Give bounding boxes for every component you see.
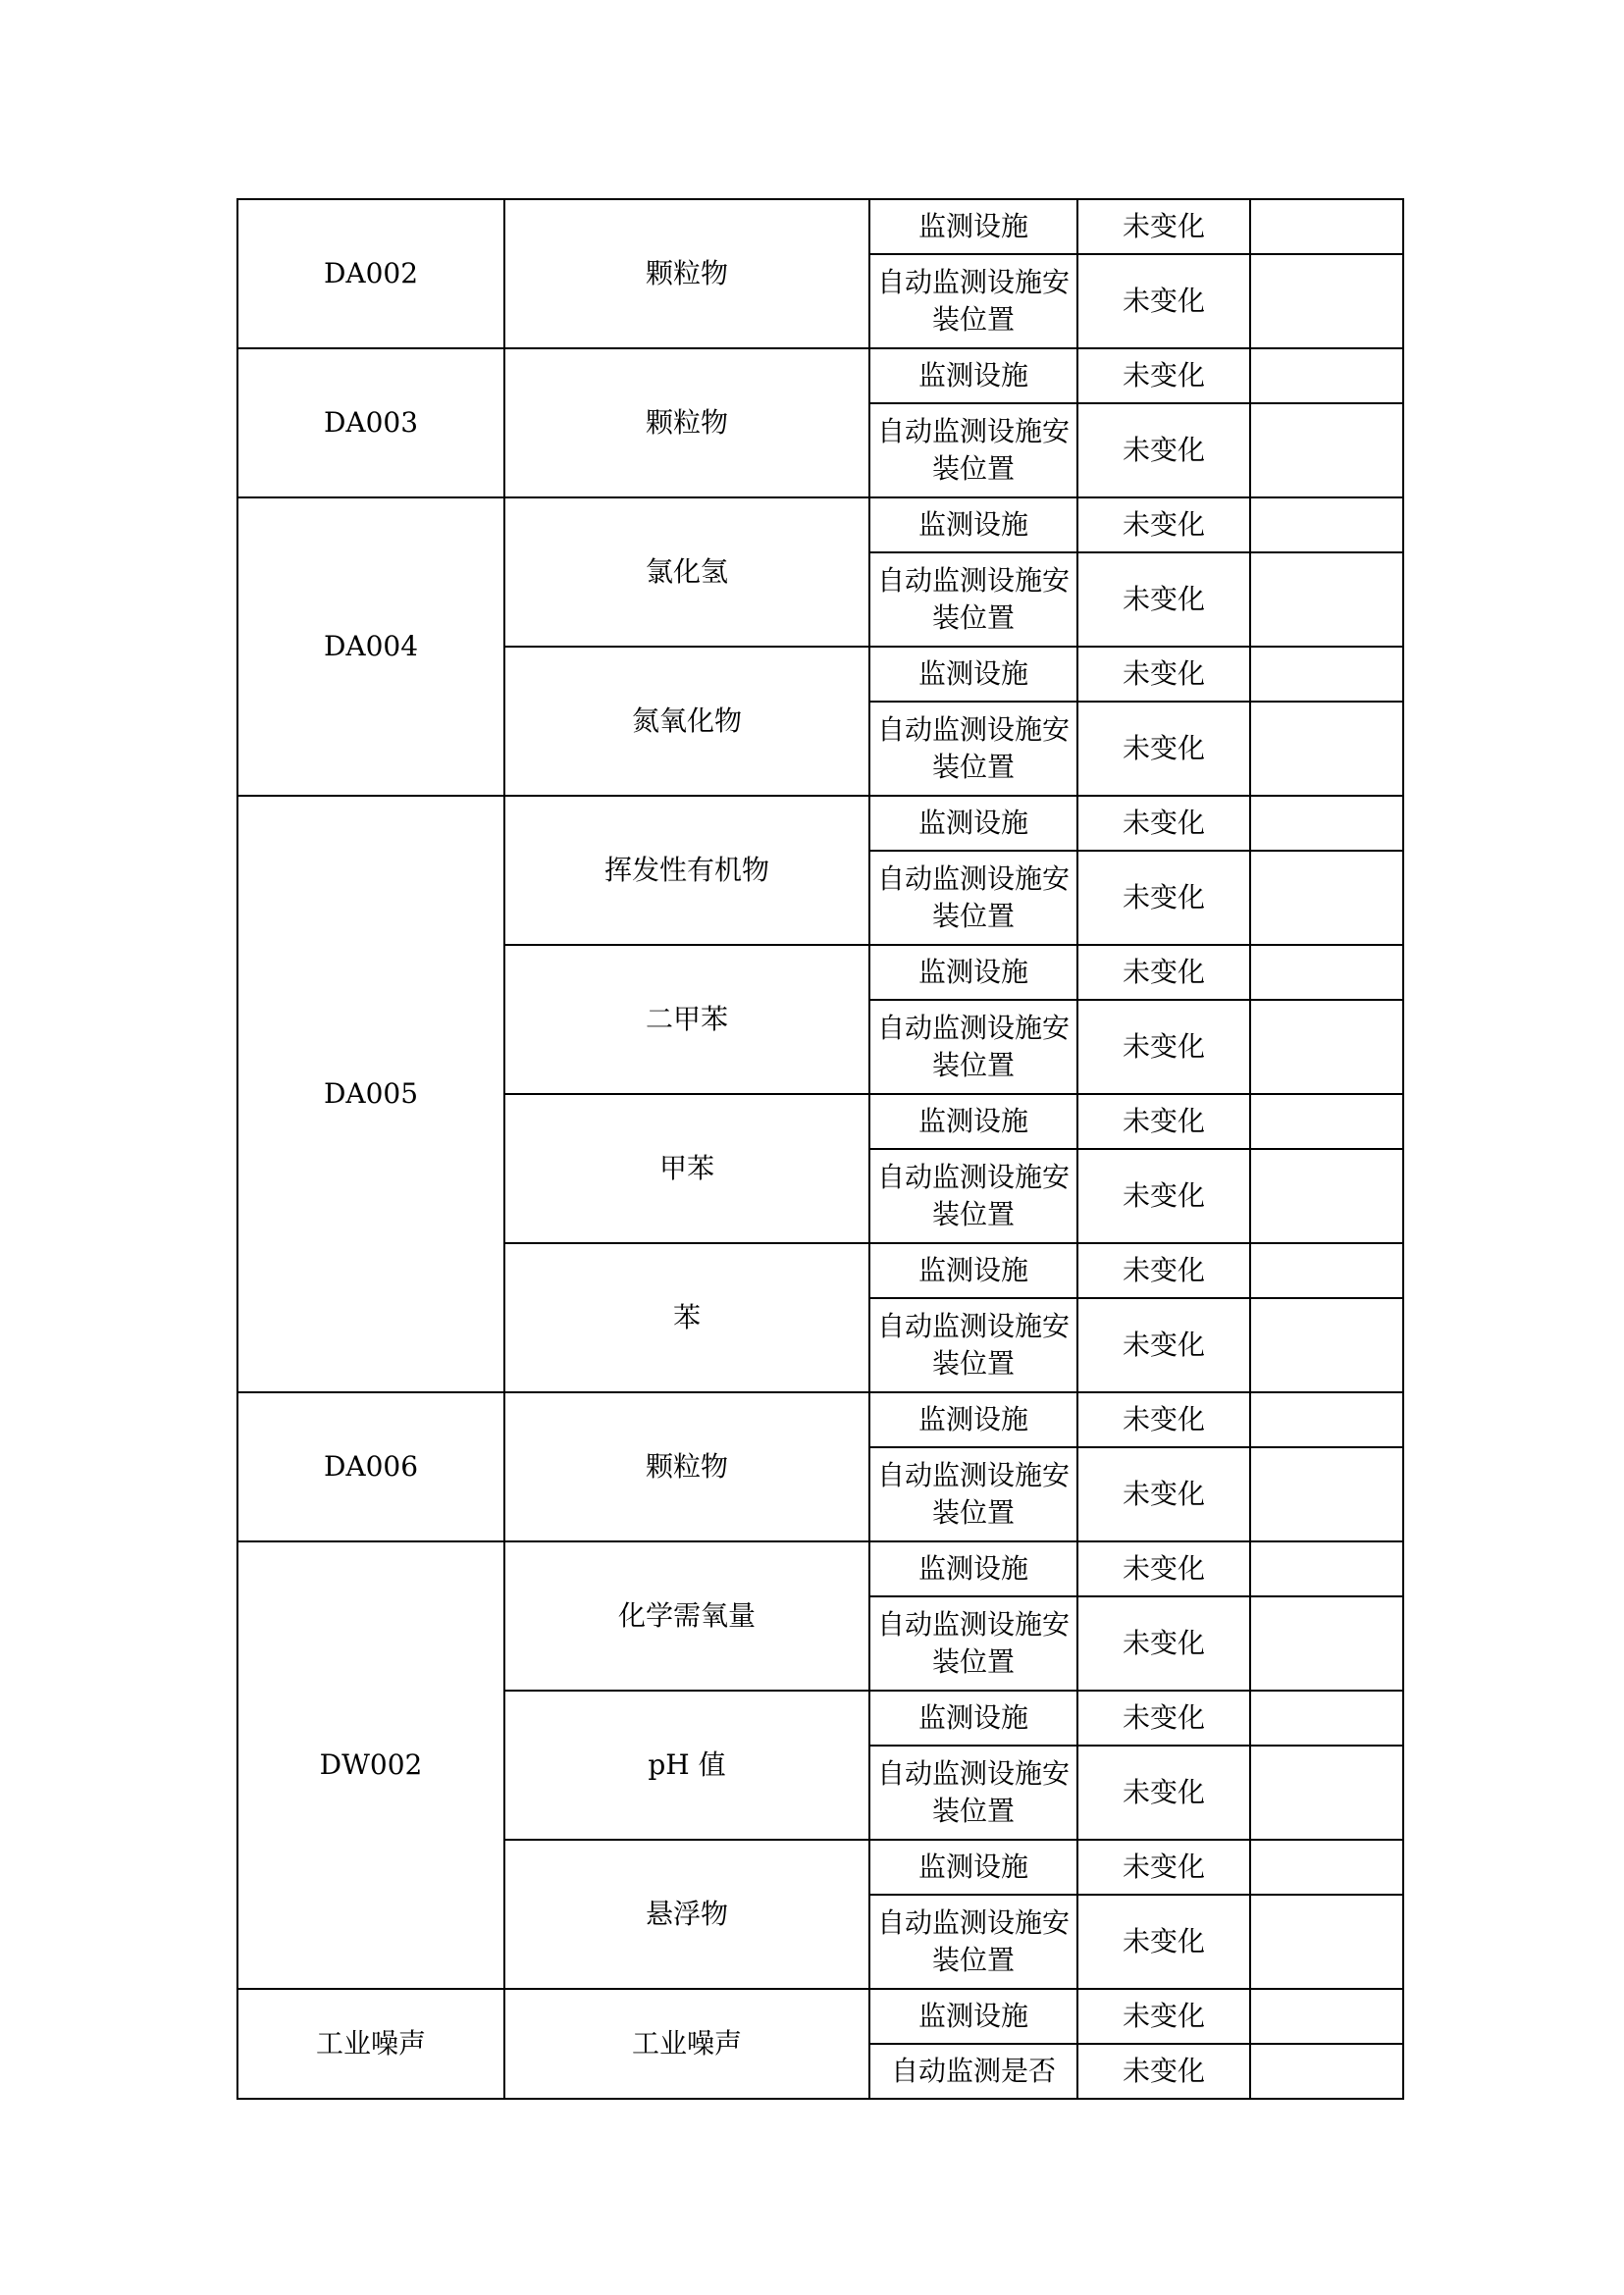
status-cell: 未变化 [1077, 1541, 1250, 1596]
note-cell [1250, 1149, 1403, 1243]
status-cell: 未变化 [1077, 1243, 1250, 1298]
monitoring-item-cell: 监测设施 [869, 1989, 1077, 2044]
outlet-cell: DA005 [237, 796, 504, 1392]
pollutant-cell: 氯化氢 [504, 497, 869, 647]
status-cell: 未变化 [1077, 1840, 1250, 1895]
outlet-cell: DA004 [237, 497, 504, 796]
table-row [237, 796, 1403, 851]
note-cell [1250, 1989, 1403, 2044]
status-cell: 未变化 [1077, 1000, 1250, 1094]
note-cell [1250, 403, 1403, 497]
pollutant-cell: 工业噪声 [504, 1989, 869, 2099]
status-cell: 未变化 [1077, 2044, 1250, 2099]
monitoring-item-cell: 自动监测设施安装位置 [869, 1596, 1077, 1691]
table-row [237, 1392, 1403, 1447]
monitoring-item-cell: 监测设施 [869, 199, 1077, 254]
monitoring-item-cell: 监测设施 [869, 348, 1077, 403]
outlet-cell: 工业噪声 [237, 1989, 504, 2099]
status-cell: 未变化 [1077, 851, 1250, 945]
monitoring-item-cell: 自动监测设施安装位置 [869, 1149, 1077, 1243]
status-cell: 未变化 [1077, 796, 1250, 851]
monitoring-item-cell: 自动监测是否 [869, 2044, 1077, 2099]
table-row [237, 1989, 1403, 2044]
pollutant-cell: 化学需氧量 [504, 1541, 869, 1691]
note-cell [1250, 348, 1403, 403]
note-cell [1250, 254, 1403, 348]
status-cell: 未变化 [1077, 1596, 1250, 1691]
pollutant-cell: 二甲苯 [504, 945, 869, 1094]
note-cell [1250, 1447, 1403, 1541]
monitoring-item-cell: 监测设施 [869, 796, 1077, 851]
pollutant-cell: 颗粒物 [504, 1392, 869, 1541]
pollutant-cell: 氮氧化物 [504, 647, 869, 796]
outlet-cell: DW002 [237, 1541, 504, 1989]
monitoring-facility-table [236, 198, 1404, 2100]
monitoring-item-cell: 自动监测设施安装位置 [869, 1447, 1077, 1541]
table-row [237, 348, 1403, 403]
monitoring-item-cell: 自动监测设施安装位置 [869, 1746, 1077, 1840]
status-cell: 未变化 [1077, 1691, 1250, 1746]
monitoring-item-cell: 自动监测设施安装位置 [869, 254, 1077, 348]
status-cell: 未变化 [1077, 552, 1250, 647]
monitoring-item-cell: 监测设施 [869, 945, 1077, 1000]
note-cell [1250, 1392, 1403, 1447]
status-cell: 未变化 [1077, 254, 1250, 348]
outlet-cell: DA002 [237, 199, 504, 348]
outlet-cell: DA006 [237, 1392, 504, 1541]
table-body [237, 199, 1403, 2099]
monitoring-item-cell: 监测设施 [869, 1541, 1077, 1596]
note-cell [1250, 1243, 1403, 1298]
note-cell [1250, 1596, 1403, 1691]
note-cell [1250, 1691, 1403, 1746]
status-cell: 未变化 [1077, 1746, 1250, 1840]
pollutant-cell: 颗粒物 [504, 199, 869, 348]
status-cell: 未变化 [1077, 647, 1250, 702]
status-cell: 未变化 [1077, 1298, 1250, 1392]
status-cell: 未变化 [1077, 702, 1250, 796]
pollutant-cell: 悬浮物 [504, 1840, 869, 1989]
note-cell [1250, 796, 1403, 851]
note-cell [1250, 1840, 1403, 1895]
note-cell [1250, 2044, 1403, 2099]
status-cell: 未变化 [1077, 1895, 1250, 1989]
note-cell [1250, 851, 1403, 945]
pollutant-cell: 苯 [504, 1243, 869, 1392]
note-cell [1250, 497, 1403, 552]
pollutant-cell: 挥发性有机物 [504, 796, 869, 945]
pollutant-cell: pH 值 [504, 1691, 869, 1840]
monitoring-item-cell: 监测设施 [869, 1392, 1077, 1447]
pollutant-cell: 颗粒物 [504, 348, 869, 497]
note-cell [1250, 1298, 1403, 1392]
note-cell [1250, 199, 1403, 254]
status-cell: 未变化 [1077, 945, 1250, 1000]
monitoring-item-cell: 监测设施 [869, 497, 1077, 552]
status-cell: 未变化 [1077, 1447, 1250, 1541]
note-cell [1250, 702, 1403, 796]
monitoring-item-cell: 监测设施 [869, 1840, 1077, 1895]
note-cell [1250, 945, 1403, 1000]
monitoring-item-cell: 自动监测设施安装位置 [869, 1000, 1077, 1094]
status-cell: 未变化 [1077, 1989, 1250, 2044]
monitoring-item-cell: 自动监测设施安装位置 [869, 1895, 1077, 1989]
monitoring-item-cell: 自动监测设施安装位置 [869, 702, 1077, 796]
status-cell: 未变化 [1077, 199, 1250, 254]
status-cell: 未变化 [1077, 348, 1250, 403]
status-cell: 未变化 [1077, 1149, 1250, 1243]
note-cell [1250, 552, 1403, 647]
note-cell [1250, 1000, 1403, 1094]
monitoring-item-cell: 自动监测设施安装位置 [869, 1298, 1077, 1392]
monitoring-item-cell: 监测设施 [869, 1691, 1077, 1746]
note-cell [1250, 1541, 1403, 1596]
status-cell: 未变化 [1077, 497, 1250, 552]
status-cell: 未变化 [1077, 1094, 1250, 1149]
status-cell: 未变化 [1077, 1392, 1250, 1447]
monitoring-item-cell: 自动监测设施安装位置 [869, 403, 1077, 497]
status-cell: 未变化 [1077, 403, 1250, 497]
table-row [237, 199, 1403, 254]
table-row [237, 1541, 1403, 1596]
monitoring-item-cell: 自动监测设施安装位置 [869, 851, 1077, 945]
monitoring-item-cell: 监测设施 [869, 647, 1077, 702]
outlet-cell: DA003 [237, 348, 504, 497]
table-row [237, 497, 1403, 552]
note-cell [1250, 1094, 1403, 1149]
monitoring-item-cell: 监测设施 [869, 1094, 1077, 1149]
monitoring-item-cell: 监测设施 [869, 1243, 1077, 1298]
pollutant-cell: 甲苯 [504, 1094, 869, 1243]
note-cell [1250, 1895, 1403, 1989]
note-cell [1250, 647, 1403, 702]
note-cell [1250, 1746, 1403, 1840]
monitoring-item-cell: 自动监测设施安装位置 [869, 552, 1077, 647]
